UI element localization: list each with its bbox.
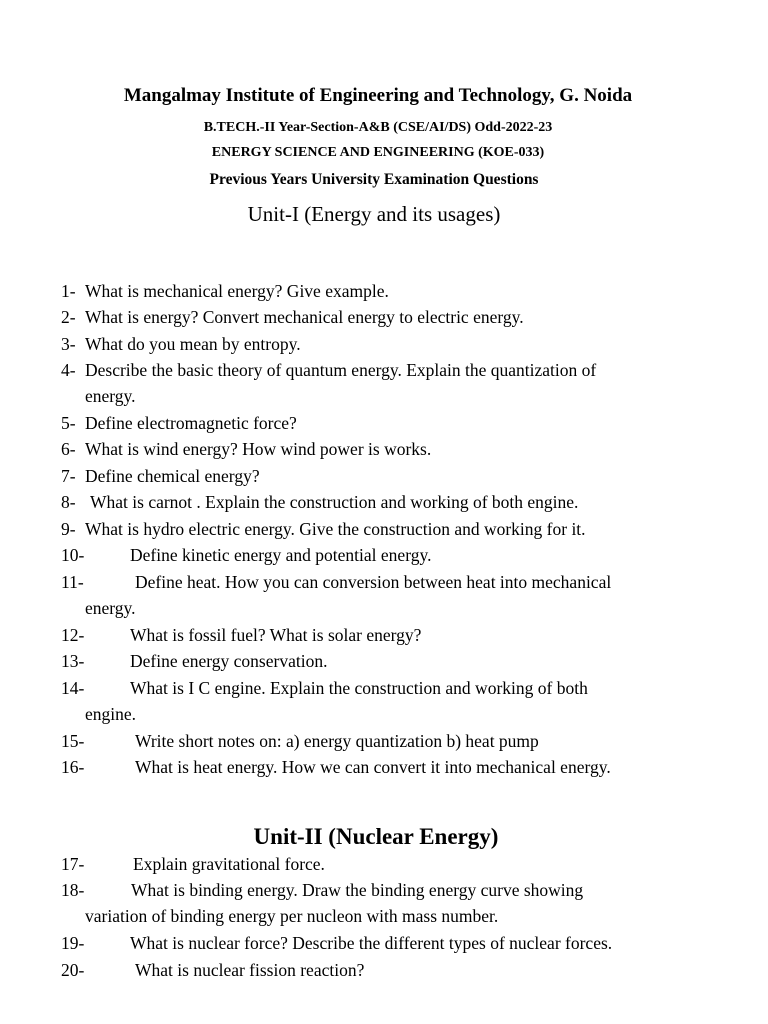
institute-name: Mangalmay Institute of Engineering and Technology, G. Noida [123,85,633,106]
question-number: 12- [61,625,85,645]
question-number: 18- [61,880,85,900]
question-number: 15- [61,731,85,751]
question-number: 9- [61,519,76,539]
question-number: 10- [61,545,85,565]
question-text: What is binding energy. Draw the binding energy curve showing [131,880,584,900]
question-number: 14- [61,678,85,698]
question-number: 3- [61,334,76,354]
question-text-continued: engine. [85,704,137,725]
question-number: 4- [61,360,76,380]
question-text: What is fossil fuel? What is solar energy? [130,625,422,645]
question-number: 11- [61,572,84,592]
question-text: What is hydro electric energy. Give the construction and working for it. [85,519,586,539]
document-title: Previous Years University Examination Questions [209,171,539,188]
question-text: Define energy conservation. [130,651,328,671]
question-text: What is heat energy. How we can convert it into mechanical energy. [135,757,611,777]
unit1-heading: Unit-I (Energy and its usages) [247,202,501,226]
question-number: 2- [61,307,76,327]
unit2-heading: Unit-II (Nuclear Energy) [253,824,499,849]
question-text: Define electromagnetic force? [85,413,297,433]
question-text: What is nuclear fission reaction? [135,960,365,980]
question-text-continued: energy. [85,598,136,619]
question-text: What do you mean by entropy. [85,334,301,354]
question-text: Write short notes on: a) energy quantization b) heat pump [135,731,539,751]
question-number: 20- [61,960,85,980]
question-text: What is wind energy? How wind power is works. [85,439,432,459]
program-line: B.TECH.-II Year-Section-A&B (CSE/AI/DS) Odd-2022-23 [203,120,553,135]
question-number: 5- [61,413,76,433]
question-text: What is mechanical energy? Give example. [85,281,389,301]
question-number: 16- [61,757,85,777]
question-number: 6- [61,439,76,459]
question-text: Define kinetic energy and potential energy. [130,545,432,565]
course-line: ENERGY SCIENCE AND ENGINEERING (KOE-033) [211,145,545,160]
question-text: What is carnot . Explain the construction and working of both engine. [90,492,579,512]
question-text-continued: energy. [85,386,136,407]
question-text: Explain gravitational force. [133,854,325,874]
question-text: Define chemical energy? [85,466,260,486]
question-text: What is nuclear force? Describe the different types of nuclear forces. [130,933,613,953]
question-text: Describe the basic theory of quantum energy. Explain the quantization of [85,360,597,380]
question-text: What is energy? Convert mechanical energy to electric energy. [85,307,524,327]
question-text: What is I C engine. Explain the construction and working of both [130,678,588,698]
question-text: Define heat. How you can conversion between heat into mechanical [135,572,612,592]
question-number: 1- [61,281,76,301]
question-number: 7- [61,466,76,486]
question-number: 17- [61,854,85,874]
question-number: 19- [61,933,85,953]
question-text-continued: variation of binding energy per nucleon with mass number. [85,906,499,927]
question-number: 8- [61,492,76,512]
question-number: 13- [61,651,85,671]
